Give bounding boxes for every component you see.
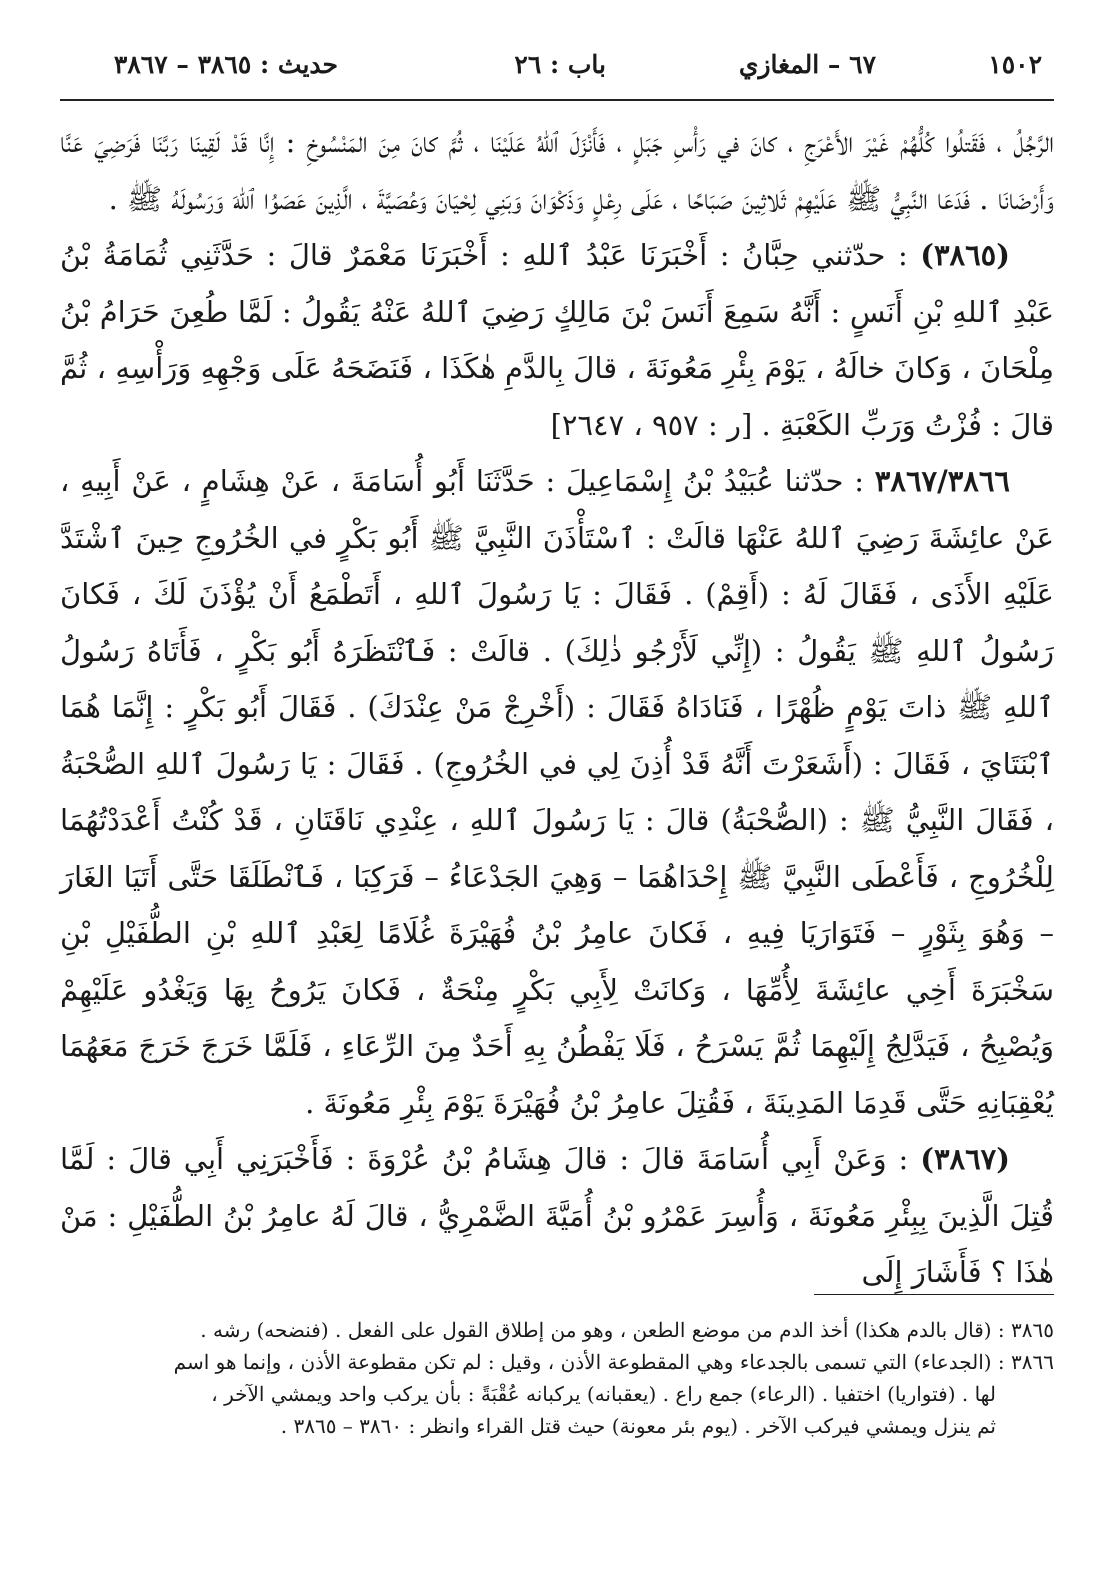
hadith-text: : وَعَنْ أَبِي أُسَامَةَ قالَ : قالَ هِشَامُ بْنُ عُرْوَةَ : فَأَخْبَرَنِي أَبِي قالَ : لَمَّا قُتِلَ الَّذِينَ بِبِئْرِ مَعُونَةَ ، وَأُسِرَ عَمْرُو بْنُ أُمَيَّةَ الضَّمْرِيُّ ، قالَ لَهُ عامِرُ بْنُ الطُّفَيْلِ : مَنْ هٰذَا ؟ فَأَشَارَ إِلَى xyxy=(60,1142,1054,1289)
hadith-3867 xyxy=(60,1131,1054,1301)
hadith-3865 xyxy=(60,227,1054,453)
footnote: ٣٨٦٥ : (قال بالدم هكذا) أخذ الدم من موضع الطعن ، وهو من إطلاق القول على الفعل . (فنضحه) رشه . xyxy=(200,1318,1054,1342)
hadith-text: : حدّثني حِبَّانُ : أَخْبَرَنَا عَبْدُ ٱللهِ : أَخْبَرَنَا مَعْمَرٌ قالَ : حَدَّثَنِي ثُمَامَةُ بْنُ عَبْدِ ٱللهِ بْنِ أَنَسٍ : أَنَّهُ سَمِعَ أَنَسَ بْنَ مَالِكٍ رَضِيَ ٱللهُ عَنْهُ يَقُولُ : لَمَّا طُعِنَ حَرَامُ بْنُ مِلْحَانَ ، وَكانَ خالَهُ ، يَوْمَ بِئْرِ مَعُونَةَ ، قالَ بِالدَّمِ هٰكَذَا ، فَنَضَحَهُ عَلَى وَجْهِهِ وَرَأْسِهِ ، ثُمَّ قالَ : فُزْتُ وَرَبِّ الكَعْبَةِ . [ر : ٩٥٧ ، ٢٦٤٧] xyxy=(60,238,1054,442)
footnote: ٣٨٦٦ : (الجدعاء) التي تسمى بالجدعاء وهي المقطوعة الأذن ، وقيل : لم تكن مقطوعة الأذن ، وإنما هو اسم xyxy=(173,1350,1054,1374)
footnote-continuation: لها . (فتواريا) اختفيا . (الرعاء) جمع راع . (يعقبانه) يركبانه عُقْبَةً : بأن يركب واحد ويمشي الآخر ، xyxy=(211,1382,996,1406)
hadith-number: (٣٨٦٥) xyxy=(920,238,1010,272)
main-text xyxy=(60,114,1054,1301)
header-divider xyxy=(60,99,1054,101)
hadith-number: (٣٨٦٧) xyxy=(920,1142,1010,1176)
page-number: ١٥٠٢ xyxy=(988,50,1042,79)
footnote-divider xyxy=(814,1294,1054,1295)
bab-number: باب : ٢٦ xyxy=(514,50,606,79)
hadith-3866 xyxy=(60,453,1054,1131)
footnotes xyxy=(60,1314,1054,1442)
hadith-range: حديث : ٣٨٦٥ – ٣٨٦٧ xyxy=(113,50,338,79)
hadith-number: ٣٨٦٧/٣٨٦٦ xyxy=(874,464,1010,498)
paragraph-continuation: الرَّجُلُ ، فَقَتلُوا كُلُّهُمْ غَيْرَ الأَعْرَجِ ، كانَ في رَأْسِ جَبَلٍ ، فَأَنْزَلَ ٱللهُ عَلَيْنَا ، ثُمَّ كانَ مِنَ المَنْسُوخِ : إِنَّا قَدْ لَقِينَا رَبَّنَا فَرَضِيَ عَنَّا وَأَرْضَانَا . فَدَعَا النَّبِيُّ ﷺ عَلَيْهِمْ ثَلاثِينَ صَبَاحًا ، عَلَى رِعْلٍ وَذَكْوَانَ وَبَنِي لِحْيَانَ وَعُصَيَّةَ ، الَّذِينَ عَصَوُا ٱللهَ وَرَسُولَهُ ﷺ . xyxy=(60,125,1054,216)
footnote-continuation: ثم ينزل ويمشي فيركب الآخر . (يوم بئر معونة) حيث قتل القراء وانظر : ٣٨٦٠ – ٣٨٦٥ . xyxy=(280,1414,996,1438)
running-header xyxy=(60,44,1054,94)
hadith-text: : حدّثنا عُبَيْدُ بْنُ إِسْمَاعِيلَ : حَدَّثَنَا أَبُو أُسَامَةَ ، عَنْ هِشَامٍ ، عَنْ أَبِيهِ ، عَنْ عائِشَةَ رَضِيَ ٱللهُ عَنْهَا قالَتْ : ٱسْتَأْذَنَ النَّبِيَّ ﷺ أَبُو بَكْرٍ في الخُرُوجِ حِينَ ٱشْتَدَّ عَلَيْهِ الأَذَى ، فَقَالَ لَهُ : (أَقِمْ) . فَقَالَ : يَا رَسُولَ ٱللهِ ، أَتَطْمَعُ أَنْ يُؤْذَنَ لَكَ ، فَكانَ رَسُولُ ٱللهِ ﷺ يَقُولُ : (إِنِّي لَأَرْجُو ذٰلِكَ) . قالَتْ : فَٱنْتَظَرَهُ أَبُو بَكْرٍ ، فَأَتَاهُ رَسُولُ ٱللهِ ﷺ ذاتَ يَوْمٍ ظُهْرًا ، فَنَادَاهُ فَقَالَ : (أَخْرِجْ مَنْ عِنْدَكَ) . فَقَالَ أَبُو بَكْرٍ : إِنَّمَا هُمَا ٱبْنَتَايَ ، فَقَالَ : (أَشَعَرْتَ أَنَّهُ قَدْ أُذِنَ لِي في الخُرُوجِ) . فَقَالَ : يَا رَسُولَ ٱللهِ الصُّحْبَةُ ، فَقَالَ النَّبِيُّ ﷺ : (الصُّحْبَةُ) قالَ : يَا رَسُولَ ٱللهِ ، عِنْدِي نَاقَتَانِ ، قَدْ كُنْتُ أَعْدَدْتُهُمَا لِلْخُرُوجِ ، فَأَعْطَى النَّبِيَّ ﷺ إِحْدَاهُمَا – وَهِيَ الجَدْعَاءُ – فَرَكِبَا ، فَٱنْطَلَقَا حَتَّى أَتَيَا الغَارَ – وَهُوَ بِثَوْرٍ – فَتَوَارَيَا فِيهِ ، فَكانَ عامِرُ بْنُ فُهَيْرَةَ غُلَامًا لِعَبْدِ ٱللهِ بْنِ الطُّفَيْلِ بْنِ سَخْبَرَةَ أَخِي عائِشَةَ لِأُمِّهَا ، وَكانَتْ لِأَبِي بَكْرٍ مِنْحَةٌ ، فَكانَ يَرُوحُ بِهَا وَيَغْدُو عَلَيْهِمْ وَيُصْبِحُ ، فَيَدَّلِجُ إِلَيْهِمَا ثُمَّ يَسْرَحُ ، فَلَا يَفْطُنُ بِهِ أَحَدٌ مِنَ الرِّعَاءِ ، فَلَمَّا خَرَجَ خَرَجَ مَعَهُمَا يُعْقِبَانِهِ حَتَّى قَدِمَا المَدِينَةَ ، فَقُتِلَ عامِرُ بْنُ فُهَيْرَةَ يَوْمَ بِئْرِ مَعُونَةَ . xyxy=(60,464,1054,1120)
chapter-title: ٦٧ – المغازي xyxy=(738,50,876,79)
